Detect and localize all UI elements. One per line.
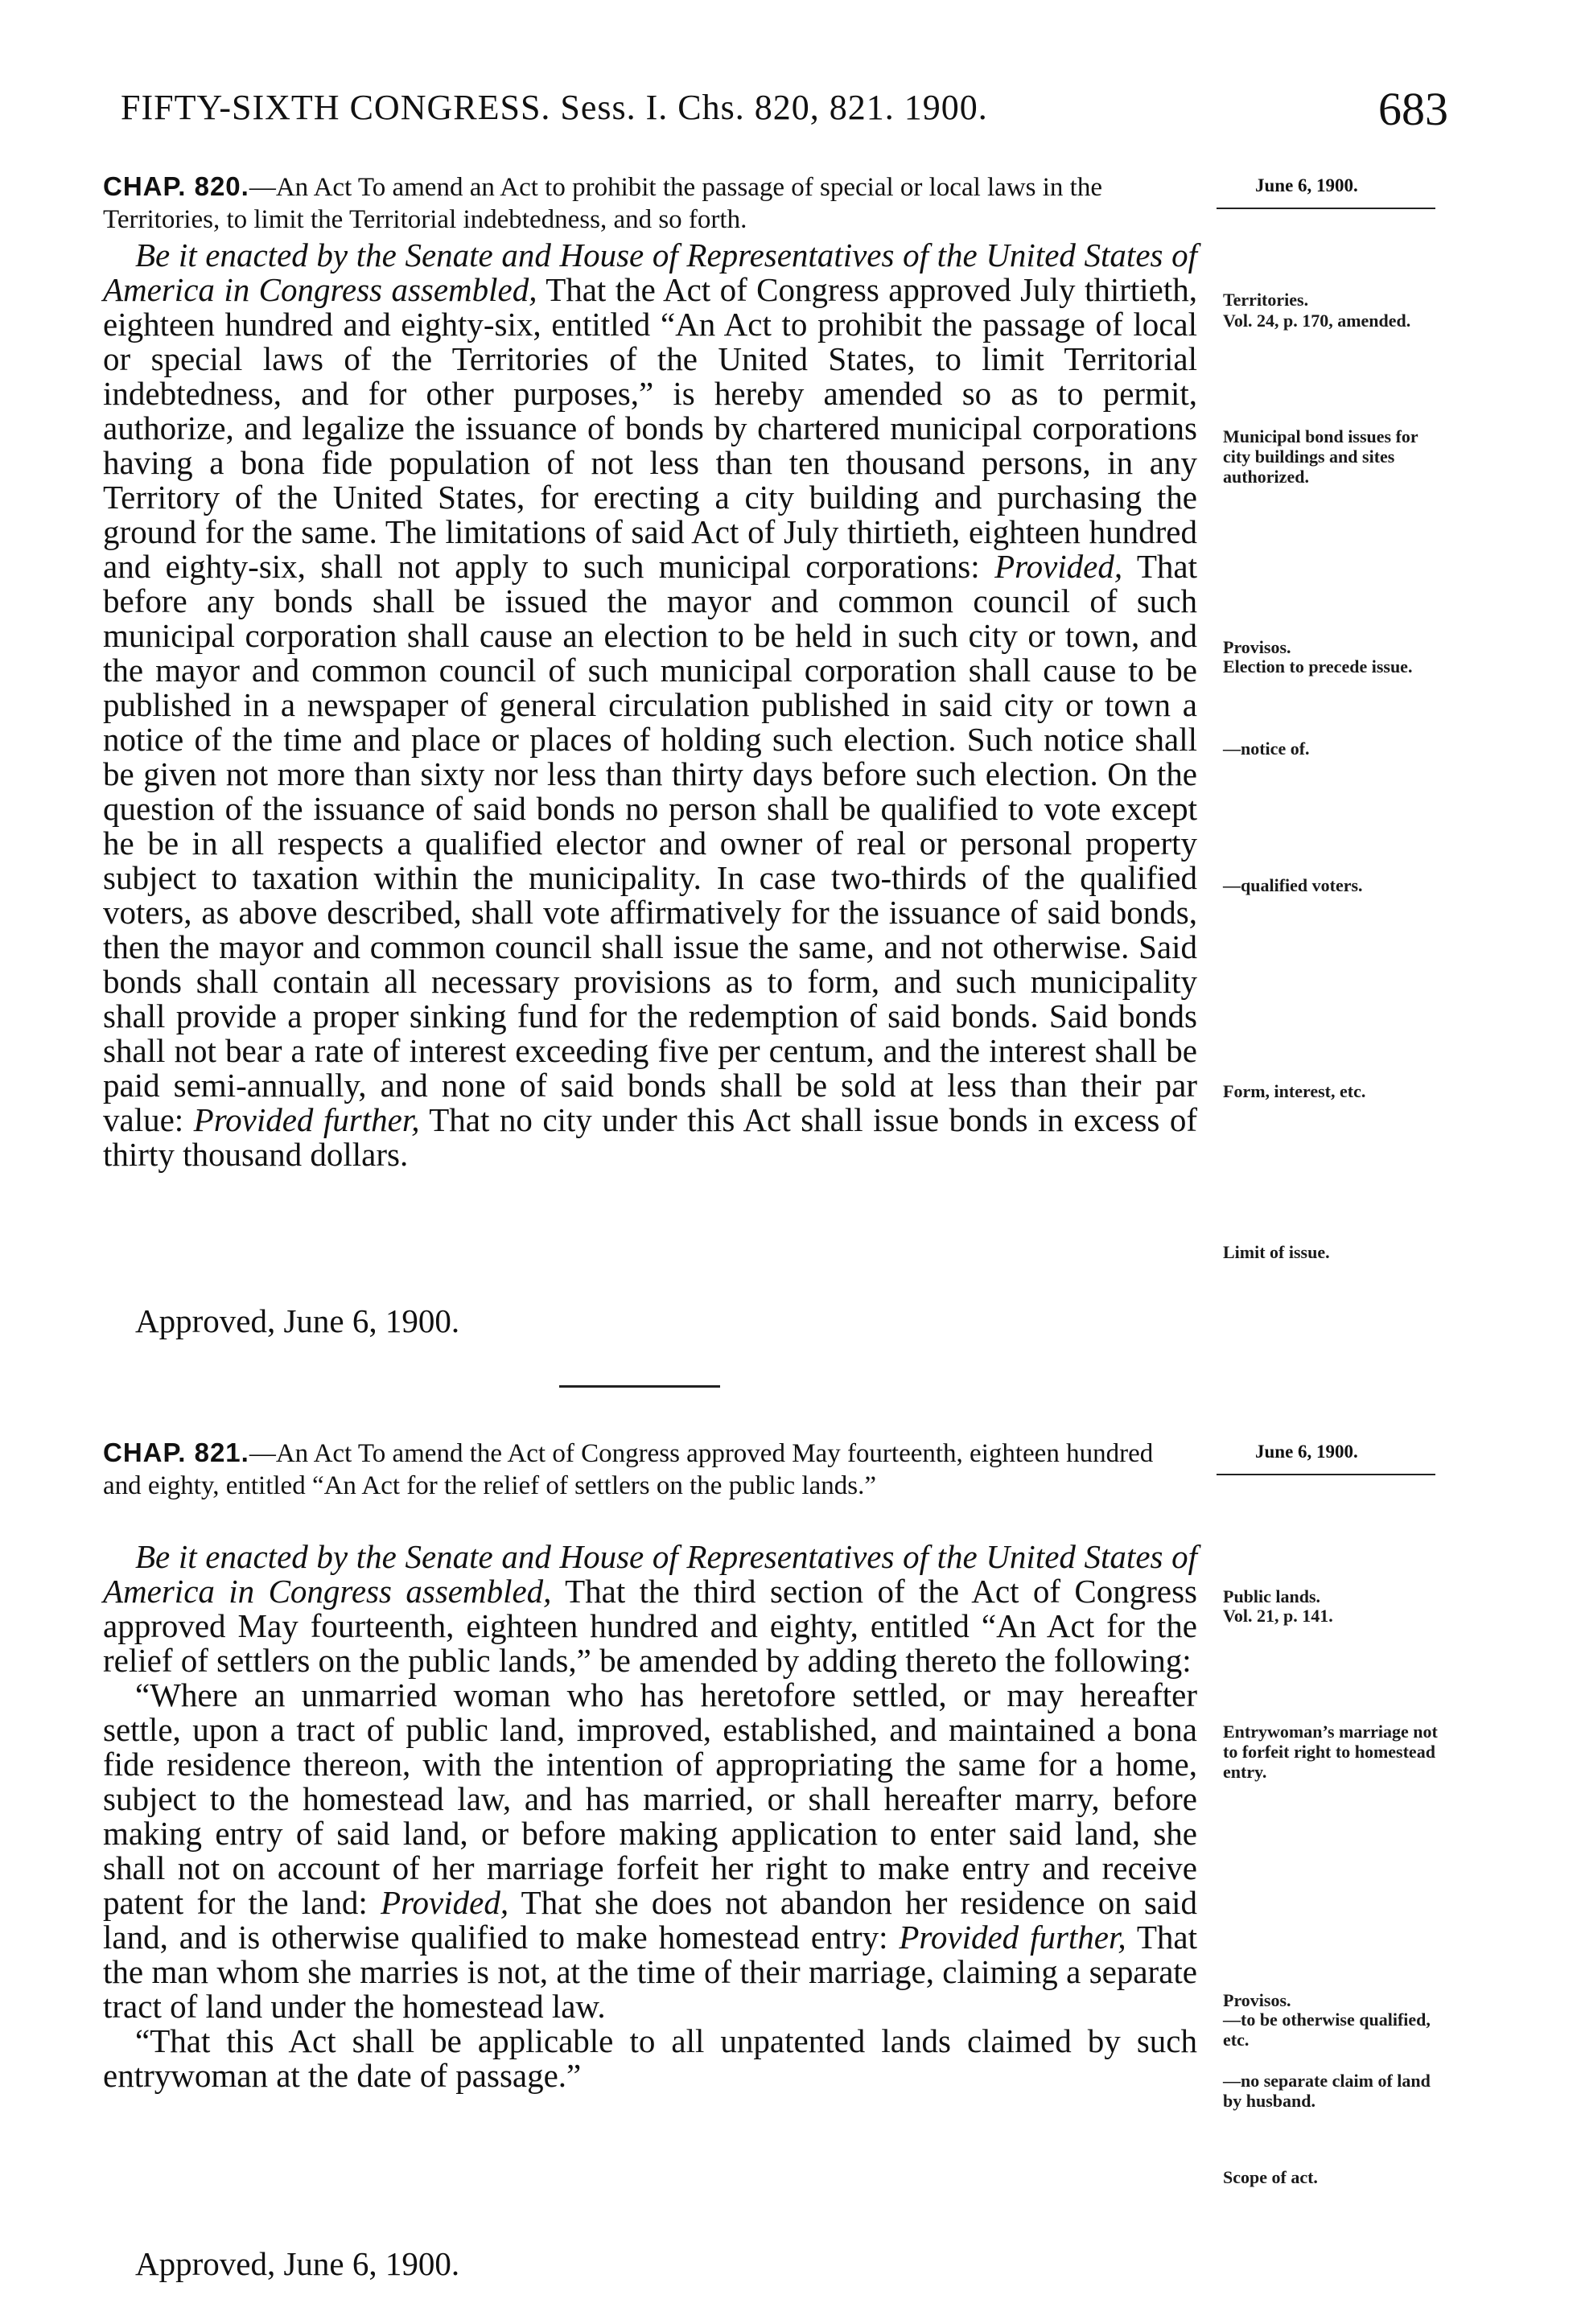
margin-note-form: Form, interest, etc. bbox=[1223, 1081, 1366, 1101]
chap-820-body bbox=[103, 238, 1197, 1172]
chap-820-paragraph-1: That the Act of Congress approved July thirtieth, eighteen hundred and eighty-six, entitled “An Act to prohibit the passage of local or special laws of the Territories of the United States, to limit Territorial indebtedness, and for other purposes,” is hereby amended so as to permit, authorize, and legalize the issuance of bonds by chartered municipal corporations having a bona fide population of not less than ten thousand persons, in any Territory of the United States, for erecting a city building and purchasing the ground for the same. The limitations of said Act of July thirtieth, eighteen hundred and eighty-six, shall not apply to such municipal corporations: bbox=[103, 271, 1198, 585]
running-header bbox=[121, 83, 1448, 143]
chap-820-approved: Approved, June 6, 1900. bbox=[135, 1302, 460, 1339]
chap-820-paragraph-3: That no city under this Act shall issue bonds in excess of thirty thousand dollars. bbox=[103, 1101, 1198, 1173]
chap-820-caption-text: —An Act To amend an Act to prohibit the passage of special or local laws in the Territories, to limit the Territorial indebtedness, and so forth. bbox=[103, 173, 1102, 234]
chap-821-date: June 6, 1900. bbox=[1255, 1442, 1358, 1462]
margin-note-scope: Scope of act. bbox=[1223, 2167, 1318, 2187]
chap-820-paragraph-2: That before any bonds shall be issued the mayor and common council of such municipal corporation shall cause an election to be held in such city or town, and the mayor and common council of such municipal corporation shall cause to be published in a newspaper of general circulation published in said city or town a notice of the time and place or places of holding such election. Such notice shall be given not more than sixty nor less than thirty days before such election. On the question of the issuance of said bonds no person shall be qualified to vote except he be in all respects a qualified elector and owner of real or personal property subject to taxation within the municipality. In case two-thirds of the qualified voters, as above described, shall vote affirmatively for the issuance of said bonds, then the mayor and common council shall issue the same, and not otherwise. Said bonds shall contain all necessary provisions as to form, and such municipality shall provide a proper sinking fund for the redemption of said bonds. Said bonds shall not bear a rate of interest exceeding five per centum, and the interest shall be paid semi-annually, and none of said bonds shall be sold at less than their par value: bbox=[103, 548, 1197, 1138]
margin-note-entrywoman: Entrywoman’s marriage not to forfeit right to homestead entry. bbox=[1223, 1721, 1438, 1782]
margin-note-public-lands: Public lands. bbox=[1223, 1586, 1321, 1606]
chap-820-date-rule bbox=[1217, 208, 1435, 209]
chap-821-paragraph-2c: That the man whom she marries is not, at the time of their marriage, claiming a separate tract of land under the homestead law. bbox=[103, 1919, 1197, 2025]
margin-note-notice: —notice of. bbox=[1223, 738, 1310, 759]
chap-820-date: June 6, 1900. bbox=[1255, 175, 1358, 195]
margin-note-election: Election to precede issue. bbox=[1223, 656, 1413, 677]
chap-821-paragraph-3: “That this Act shall be applicable to all unpatented lands claimed by such entrywoman at the date of passage.” bbox=[103, 2022, 1197, 2094]
margin-note-territories: Territories. bbox=[1223, 290, 1309, 310]
page-number: 683 bbox=[1378, 83, 1448, 135]
chap-821-body bbox=[103, 1540, 1197, 2093]
chap-821-date-rule bbox=[1217, 1474, 1435, 1475]
chap-821-enacting-clause: Be it enacted by the Senate and House of Representatives of the United States of America in Congress assembled, bbox=[103, 1538, 1197, 1610]
margin-note-vol-24: Vol. 24, p. 170, amended. bbox=[1223, 311, 1411, 331]
chap-821-provided-1: Provided, bbox=[381, 1884, 509, 1921]
chap-821-provided-2: Provided further, bbox=[899, 1919, 1126, 1956]
chap-821-paragraph-1: That the third section of the Act of Congress approved May fourteenth, eighteen hundred and eighty, entitled “An Act for the relief of settlers on the public lands,” be amended by adding thereto the following: bbox=[103, 1573, 1198, 1679]
chap-821-caption bbox=[103, 1437, 1197, 1502]
chap-821-paragraph-2a: “Where an unmarried woman who has heretofore settled, or may hereafter settle, upon a tract of public land, improved, established, and maintained a bona fide residence thereon, with the intention of appropriating the same for a home, subject to the homestead law, and has married, or shall hereafter marry, before making entry of said land, or before making application to enter said land, she shall not on account of her marriage forfeit her right to make entry and receive patent for the land: bbox=[103, 1676, 1197, 1921]
margin-note-municipal-bond: Municipal bond issues for city buildings and sites authorized. bbox=[1223, 426, 1418, 487]
margin-note-limit: Limit of issue. bbox=[1223, 1242, 1330, 1262]
chap-821-label: CHAP. 821. bbox=[103, 1438, 249, 1467]
chap-820-label: CHAP. 820. bbox=[103, 171, 249, 201]
chap-820-provided-2: Provided further, bbox=[193, 1101, 420, 1138]
margin-note-no-separate-claim: —no separate claim of land by husband. bbox=[1223, 2071, 1431, 2111]
margin-note-provisos-820: Provisos. bbox=[1223, 637, 1291, 657]
margin-note-qualified-voters: —qualified voters. bbox=[1223, 875, 1363, 895]
chapter-divider bbox=[559, 1385, 720, 1388]
chap-820-provided-1: Provided, bbox=[994, 548, 1123, 585]
margin-note-vol-21: Vol. 21, p. 141. bbox=[1223, 1606, 1333, 1626]
chap-821-paragraph-2b: That she does not abandon her residence on said land, and is otherwise qualified to make homestead entry: bbox=[103, 1884, 1197, 1956]
chap-821-caption-text: —An Act To amend the Act of Congress approved May fourteenth, eighteen hundred and eighty, entitled “An Act for the relief of settlers on the public lands.” bbox=[103, 1439, 1154, 1500]
running-head-title: FIFTY-SIXTH CONGRESS. Sess. I. Chs. 820, 821. 1900. bbox=[121, 88, 988, 127]
chap-820-caption bbox=[103, 171, 1197, 236]
chap-820-enacting-clause: Be it enacted by the Senate and House of Representatives of the United States of America in Congress assembled, bbox=[103, 237, 1197, 308]
margin-note-provisos-821: Provisos. bbox=[1223, 1990, 1291, 2010]
chap-821-approved: Approved, June 6, 1900. bbox=[135, 2245, 460, 2282]
margin-note-otherwise-qualified: —to be otherwise qualified, etc. bbox=[1223, 2009, 1431, 2050]
